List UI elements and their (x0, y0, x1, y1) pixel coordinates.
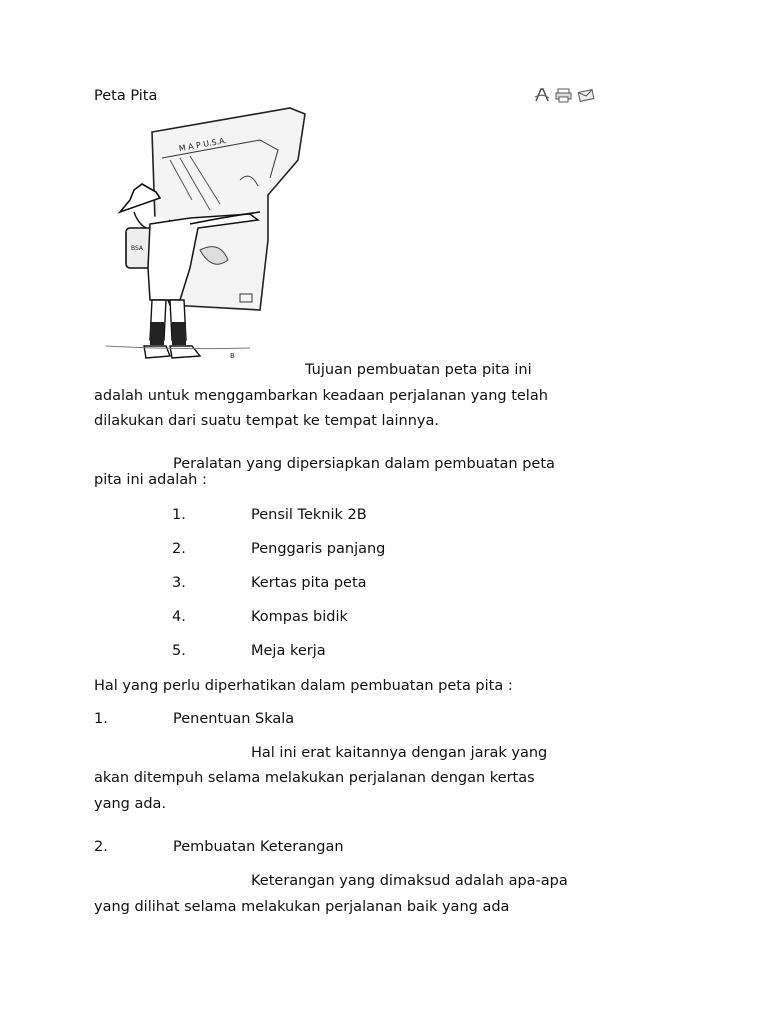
section-title: Penentuan Skala (173, 711, 295, 727)
email-icon[interactable] (577, 87, 595, 103)
list-item-text: Pensil Teknik 2B (251, 507, 367, 523)
section-number: 2. (94, 839, 108, 855)
list-item-number: 4. (172, 609, 186, 625)
list-item-number: 1. (172, 507, 186, 523)
intro-line-2: adalah untuk menggambarkan keadaan perjalanan yang telah (94, 388, 548, 404)
list-item-text: Kertas pita peta (251, 575, 367, 591)
section-line: yang ada. (94, 796, 167, 812)
section-line: akan ditempuh selama melakukan perjalanan dengan kertas (94, 770, 535, 786)
page-title: Peta Pita (94, 88, 158, 104)
section-title: Pembuatan Keterangan (173, 839, 344, 855)
svg-text:B: B (230, 352, 235, 360)
section-line: Hal ini erat kaitannya dengan jarak yang (251, 745, 548, 761)
print-icon[interactable] (555, 87, 573, 103)
equipment-line-1: Peralatan yang dipersiapkan dalam pembuatan peta (173, 456, 555, 472)
list-item-number: 3. (172, 575, 186, 591)
document-actions (533, 87, 595, 103)
map-title-text: M A P U.S.A. (178, 135, 228, 154)
section-line: yang dilihat selama melakukan perjalanan baik yang ada (94, 899, 510, 915)
svg-text:BSA: BSA (131, 245, 144, 252)
list-item-text: Kompas bidik (251, 609, 348, 625)
equipment-line-2: pita ini adalah : (94, 472, 207, 488)
list-item-number: 2. (172, 541, 186, 557)
list-item-number: 5. (172, 643, 186, 659)
intro-line-1: Tujuan pembuatan peta pita ini (305, 362, 532, 378)
section-line: Keterangan yang dimaksud adalah apa-apa (251, 873, 568, 889)
list-item-text: Penggaris panjang (251, 541, 386, 557)
list-item-text: Meja kerja (251, 643, 326, 659)
scout-map-illustration (100, 100, 310, 376)
intro-line-3: dilakukan dari suatu tempat ke tempat lainnya. (94, 413, 439, 429)
section-number: 1. (94, 711, 108, 727)
pdf-icon[interactable] (533, 87, 551, 103)
notes-heading: Hal yang perlu diperhatikan dalam pembuatan peta pita : (94, 678, 513, 694)
